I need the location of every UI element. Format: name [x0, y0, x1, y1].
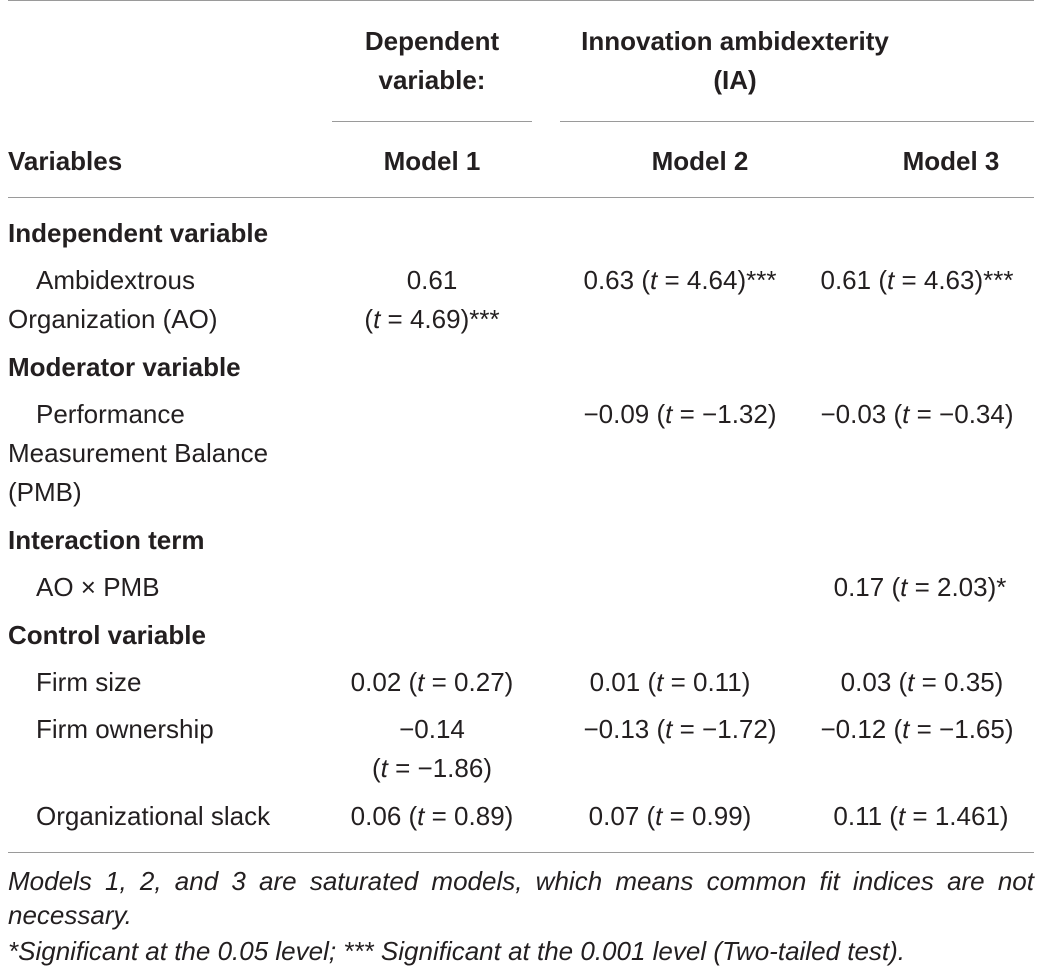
cell-ao-model3: 0.61 (t = 4.63)***: [820, 265, 1014, 295]
cell-pmb-model2: −0.09 (t = −1.32): [583, 399, 777, 429]
cell-ao-model2: 0.63 (t = 4.64)***: [583, 265, 777, 295]
row-label-pmb-3: (PMB): [8, 477, 82, 507]
table-top-rule: [8, 0, 1034, 1]
coef: 0.06: [350, 801, 402, 831]
row-label-slack: Organizational slack: [36, 801, 271, 831]
header-group-ia: [560, 22, 910, 100]
cell-ao-model1: [332, 261, 532, 339]
cell-firm-size-model3: 0.03 (t = 0.35): [840, 667, 1004, 697]
coef: 0.61: [820, 265, 872, 295]
t-symbol: t: [417, 667, 425, 697]
header-bottom-rule: [8, 197, 1034, 198]
cell-firm-ownership-model3: −0.12 (t = −1.65): [820, 714, 1014, 744]
cell-firm-size-model2: 0.01 (t = 0.11): [589, 667, 751, 697]
cell-firm-ownership-model1-t: (t = −1.86): [371, 753, 492, 783]
t-value: 4.63: [923, 265, 975, 295]
t-value: −0.34: [939, 399, 1005, 429]
column-header-model3: Model 3: [902, 146, 1000, 176]
cell-ao-model1-coef: 0.61: [406, 265, 458, 295]
cell-slack-model2: 0.07 (t = 0.99): [588, 801, 752, 831]
coef: −0.14: [399, 714, 465, 744]
t-value: 0.11: [693, 667, 742, 697]
header-group-dependent-line2: variable:: [378, 65, 486, 95]
t-symbol: t: [417, 801, 425, 831]
t-symbol: t: [656, 667, 664, 697]
t-symbol: t: [907, 667, 915, 697]
coef: −0.13: [583, 714, 650, 744]
column-header-model1: Model 1: [383, 146, 481, 176]
header-group-dependent: [332, 22, 532, 100]
t-symbol: t: [902, 399, 910, 429]
coef: 0.07: [588, 801, 640, 831]
t-value: −1.86: [417, 753, 484, 783]
coef: 0.11: [833, 801, 883, 831]
t-value: −1.32: [702, 399, 768, 429]
cell-ao-pmb-model3: 0.17 (t = 2.03)*: [833, 572, 1007, 602]
cell-slack-model3: 0.11 (t = 1.461): [833, 801, 1009, 831]
t-symbol: t: [380, 753, 388, 783]
column-header-variables: Variables: [8, 146, 123, 176]
table-bottom-rule: [8, 852, 1034, 853]
cell-pmb-model3: −0.03 (t = −0.34): [820, 399, 1014, 429]
coef: −0.03: [820, 399, 887, 429]
t-value: 0.27: [454, 667, 505, 697]
row-label-pmb-2: Measurement Balance: [8, 438, 269, 468]
t-value: 4.64: [686, 265, 738, 295]
coef: 0.01: [589, 667, 641, 697]
coef: 0.63: [583, 265, 635, 295]
row-label-pmb-1: Performance: [36, 399, 185, 429]
column-header-model2: Model 2: [651, 146, 749, 176]
t-symbol: t: [902, 714, 910, 744]
t-symbol: t: [655, 801, 663, 831]
t-symbol: t: [649, 265, 658, 295]
sig-stars: ***: [746, 265, 777, 295]
header-group-dependent-line1: Dependent: [364, 26, 500, 56]
t-value: 0.99: [692, 801, 743, 831]
t-symbol: t: [897, 801, 906, 831]
footnote-significance: *Significant at the 0.05 level; *** Significant at the 0.001 level (Two-tailed test).: [8, 936, 906, 966]
header-group-ia-line2: (IA): [713, 65, 757, 95]
row-label-ao-pmb: AO × PMB: [36, 572, 160, 602]
t-symbol: t: [665, 399, 673, 429]
cell-slack-model1: 0.06 (t = 0.89): [350, 801, 514, 831]
t-value: 0.35: [944, 667, 995, 697]
header-group-ia-rule: [560, 121, 1034, 122]
t-value: 0.89: [454, 801, 505, 831]
sig-stars: *: [996, 572, 1007, 602]
t-value: −1.65: [939, 714, 1005, 744]
cell-firm-size-model1: 0.02 (t = 0.27): [350, 667, 514, 697]
section-interaction: Interaction term: [8, 525, 205, 555]
coef: −0.09: [583, 399, 650, 429]
row-label-firm-size: Firm size: [36, 667, 142, 697]
t-value: 1.461: [934, 801, 1000, 831]
footnote-saturated-models: Models 1, 2, and 3 are saturated models, which means common fit indices are not necessary.: [8, 866, 1034, 930]
row-label-ao-line1: Ambidextrous: [36, 265, 195, 295]
cell-firm-ownership-model1: [332, 710, 532, 788]
coef: 0.02: [350, 667, 402, 697]
t-value: 4.69: [409, 304, 461, 334]
t-symbol: t: [665, 714, 673, 744]
cell-firm-ownership-model2: −0.13 (t = −1.72): [583, 714, 777, 744]
t-value: −1.72: [702, 714, 768, 744]
t-symbol: t: [373, 304, 381, 334]
t-symbol: t: [900, 572, 908, 602]
t-value: 2.03: [936, 572, 988, 602]
section-control: Control variable: [8, 620, 206, 650]
coef: 0.03: [840, 667, 892, 697]
section-independent: Independent variable: [8, 218, 269, 248]
section-moderator: Moderator variable: [8, 352, 241, 382]
t-symbol: t: [886, 265, 895, 295]
sig-stars: ***: [469, 304, 500, 334]
coef: 0.17: [833, 572, 885, 602]
row-label-firm-ownership: Firm ownership: [36, 714, 214, 744]
row-label-ao: [36, 261, 195, 300]
header-group-dependent-rule: [332, 121, 532, 122]
header-group-ia-line1: Innovation ambidexterity: [581, 26, 889, 56]
cell-ao-model1-t: (t = 4.69)***: [364, 304, 500, 334]
row-label-ao-2: Organization (AO): [8, 304, 218, 334]
sig-stars: ***: [983, 265, 1014, 295]
coef: −0.12: [820, 714, 887, 744]
